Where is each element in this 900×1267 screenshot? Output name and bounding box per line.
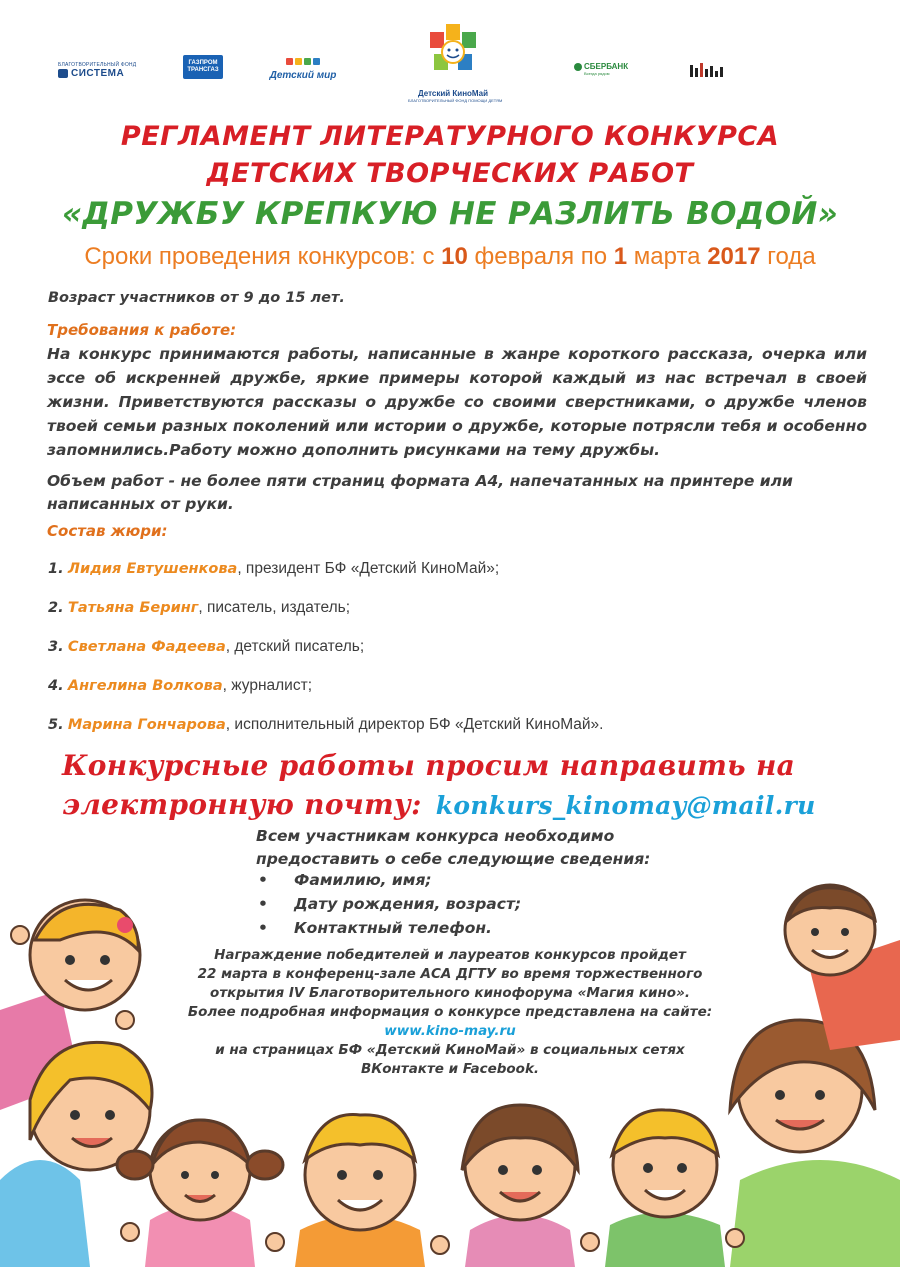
list-item: • Фамилию, имя;: [258, 871, 432, 889]
requirements-text: На конкурс принимаются работы, написанные в жанре короткого рассказа, очерка или эссе об искренней дружбе, яркие примеры которой каждый из нас встречал в своей жизни. Приветствуются рассказы о дружбе со своими сверстниками, о дружбе членов твоей семьи разных поколений или истории о дружбе, которые потрясли тебя и особенно запомнились.Работу можно дополнить рисунками на тему дружбы.: [47, 345, 867, 459]
jury-member: 5. Марина Гончарова, исполнительный директор БФ «Детский КиноМай».: [48, 716, 604, 733]
jury-member: 4. Ангелина Волкова, журналист;: [48, 677, 312, 694]
jury-member: 1. Лидия Евтушенкова, президент БФ «Детский КиноМай»;: [48, 560, 500, 577]
kid-center-boy: [295, 1115, 425, 1267]
requirements-heading: Требования к работе:: [47, 321, 237, 339]
participant-age: Возраст участников от 9 до 15 лет.: [48, 290, 345, 306]
jury-list: [48, 560, 604, 755]
detskiy-mir-logo: Детский мир: [268, 52, 338, 81]
required-info-list: [258, 871, 521, 943]
list-item: • Контактный телефон.: [258, 919, 492, 937]
website-link[interactable]: www.kino-may.ru: [384, 1023, 516, 1039]
submission-call: Конкурсные работы просим направить на электронную почту: konkurs_kinomay@mail.ru: [62, 749, 816, 821]
kid-brunette: [462, 1105, 578, 1267]
gazprom-logo: ГАЗПРОМ ТРАНСГАЗ: [183, 55, 223, 79]
list-item: • Дату рождения, возраст;: [258, 895, 522, 913]
award-info: Награждение победителей и лауреатов конкурсов пройдет 22 марта в конференц-зале АСА ДГТУ во время торжественного открытия IV Благотворительного кинофорума «Магия кино». Более подробная информация о конкурсе представлена на сайте: www.kino-may.ru и на страницах БФ «Детский КиноМай» в социальных сетях ВКонтакте и Facebook.: [150, 946, 750, 1079]
kinomay-logo: Детский КиноМай БЛАГОТВОРИТЕЛЬНЫЙ ФОНД ПОМОЩИ ДЕТЯМ: [408, 22, 498, 103]
participant-info: Всем участникам конкурса необходимо предоставить о себе следующие сведения:: [256, 827, 651, 868]
sberbank-mark-icon: [574, 63, 582, 71]
detskiy-mir-squares-icon: [268, 52, 338, 70]
sistema-logo: БЛАГОТВОРИТЕЛЬНЫЙ ФОНД СИСТЕМА: [58, 62, 137, 79]
jury-member: 3. Светлана Фадеева, детский писатель;: [48, 638, 365, 655]
sistema-mark-icon: [58, 69, 68, 78]
contest-slogan: «ДРУЖБУ КРЕПКУЮ НЕ РАЗЛИТЬ ВОДОЙ»: [61, 196, 839, 232]
jury-member: 2. Татьяна Беринг, писатель, издатель;: [48, 599, 351, 616]
sberbank-logo: СБЕРБАНК Всегда рядом: [574, 62, 634, 76]
kinomay-star-icon: [418, 22, 488, 84]
volume-text: Объем работ - не более пяти страниц формата А4, напечатанных на принтере или написанных от руки.: [47, 472, 793, 513]
document-title: РЕГЛАМЕНТ ЛИТЕРАТУРНОГО КОНКУРСА ДЕТСКИХ ТВОРЧЕСКИХ РАБОТ: [120, 121, 780, 189]
kid-right-girl: [730, 1020, 900, 1267]
contest-dates: Сроки проведения конкурсов: с 10 февраля по 1 марта 2017 года: [84, 243, 816, 270]
kid-blond-boy: [605, 1110, 725, 1267]
contest-email-link[interactable]: konkurs_kinomay@mail.ru: [435, 791, 816, 820]
jury-heading: Состав жюри:: [47, 522, 168, 540]
dgtu-logo: [690, 63, 730, 77]
